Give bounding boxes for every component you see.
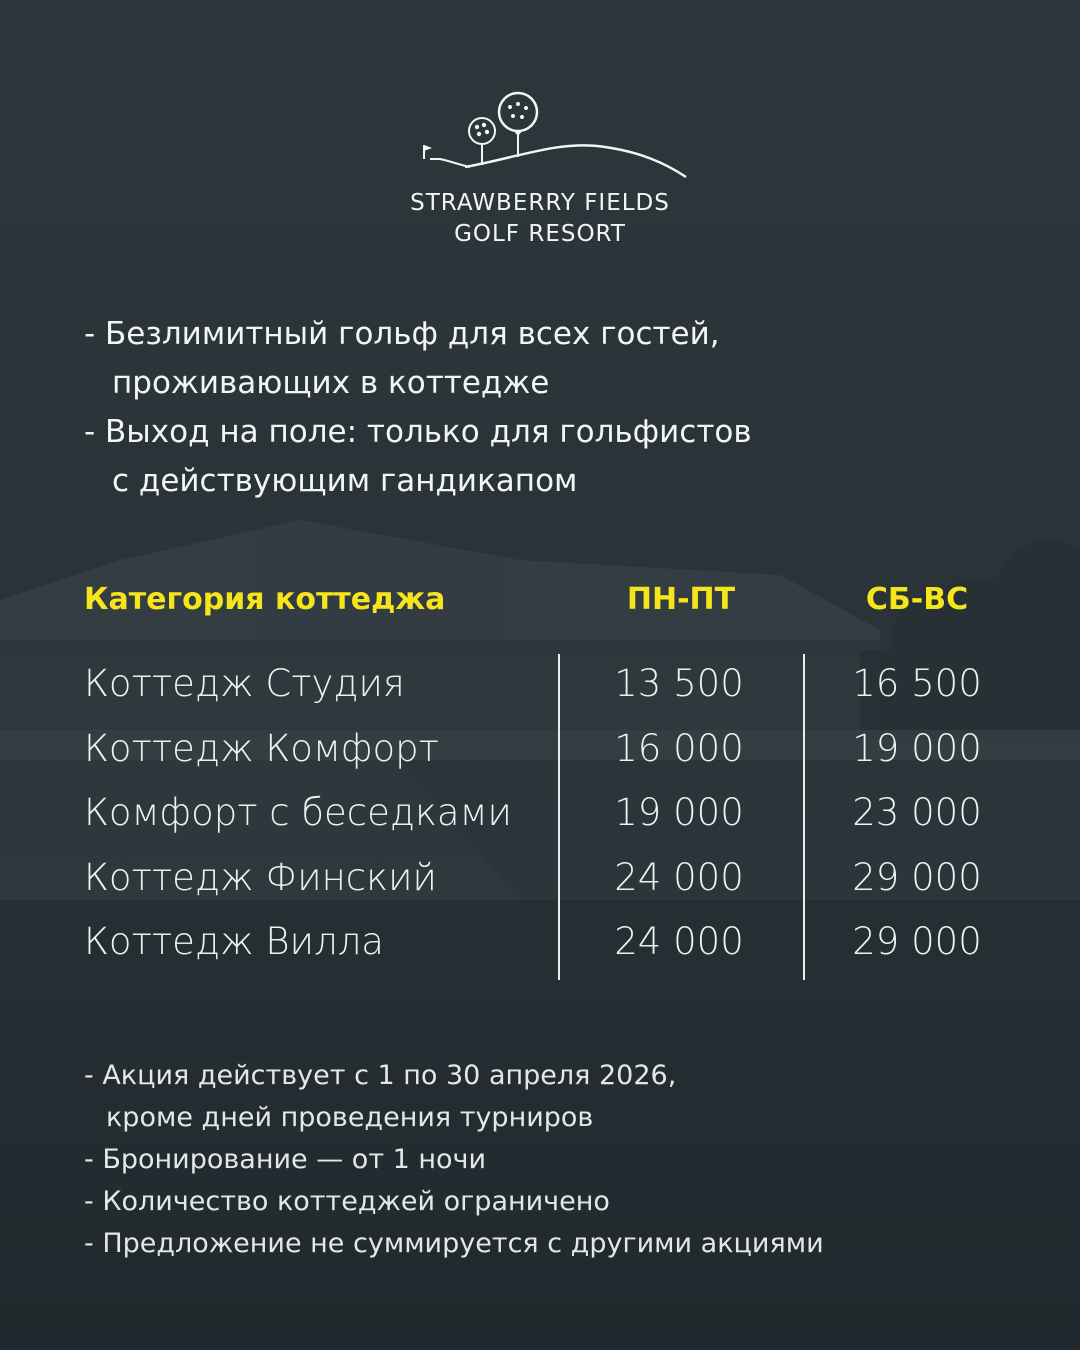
weekday-price: 13 500 — [614, 662, 744, 705]
perk-line: - Выход на поле: только для гольфистов — [84, 414, 752, 450]
perk-line-continued: проживающих в коттедже — [112, 365, 550, 401]
perks-list — [84, 310, 1004, 506]
weekday-price: 16 000 — [614, 726, 744, 770]
table-row — [0, 717, 1080, 782]
cottage-category: Коттедж Финский — [84, 855, 437, 899]
terms-line: - Предложение не суммируется с другими акциями — [84, 1228, 824, 1259]
table-row — [0, 910, 1080, 975]
price-table-header — [0, 578, 1080, 622]
weekend-price: 29 000 — [852, 920, 982, 964]
weekday-price: 24 000 — [614, 855, 744, 899]
header-weekday: ПН-ПТ — [626, 582, 736, 617]
logo-name-line1: STRAWBERRY FIELDS — [410, 190, 670, 216]
tree-icon — [469, 118, 495, 165]
header-category: Категория коттеджа — [84, 582, 446, 617]
logo-name-line2: GOLF RESORT — [454, 221, 626, 247]
header-weekend: СБ-ВС — [865, 582, 969, 617]
terms-line: - Бронирование — от 1 ночи — [84, 1144, 487, 1175]
resort-logo — [380, 85, 700, 250]
perk-item — [84, 408, 1004, 506]
terms-item — [84, 1055, 1024, 1139]
cottage-category: Коттедж Студия — [84, 662, 405, 705]
weekday-price: 19 000 — [614, 791, 744, 835]
terms-item — [84, 1139, 1024, 1181]
hill-icon — [465, 145, 686, 177]
price-table-body — [0, 652, 1080, 975]
terms-line-continued: кроме дней проведения турниров — [106, 1102, 594, 1133]
weekend-price: 29 000 — [852, 855, 982, 899]
flag-icon — [424, 145, 432, 159]
perk-item — [84, 310, 1004, 408]
weekend-price: 23 000 — [852, 791, 982, 835]
weekend-price: 19 000 — [852, 726, 982, 770]
table-row — [0, 846, 1080, 911]
table-row — [0, 652, 1080, 717]
weekday-price: 24 000 — [614, 920, 744, 964]
cottage-category: Коттедж Комфорт — [84, 726, 439, 770]
terms-item — [84, 1181, 1024, 1223]
perk-line: - Безлимитный гольф для всех гостей, — [84, 316, 720, 352]
terms-item — [84, 1223, 1024, 1265]
cottage-category: Комфорт с беседками — [84, 791, 512, 835]
terms-line: - Акция действует с 1 по 30 апреля 2026, — [84, 1060, 677, 1091]
cottage-category: Коттедж Вилла — [84, 920, 384, 964]
terms-list — [84, 1055, 1024, 1265]
table-row — [0, 781, 1080, 846]
perk-line-continued: с действующим гандикапом — [112, 463, 578, 499]
logo-emblem — [390, 85, 690, 180]
golf-ball-icon — [499, 93, 537, 157]
weekend-price: 16 500 — [852, 662, 982, 705]
terms-line: - Количество коттеджей ограничено — [84, 1186, 610, 1217]
